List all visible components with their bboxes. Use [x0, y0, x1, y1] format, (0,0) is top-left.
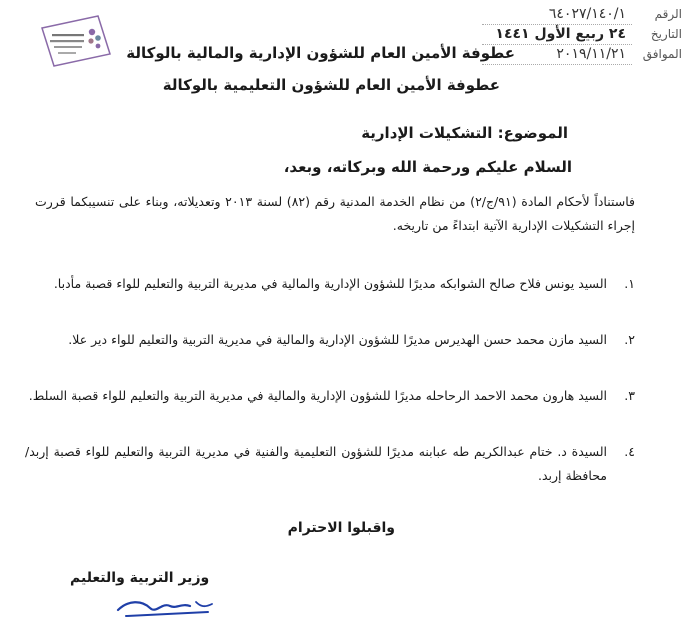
reference-label: الرقم: [654, 7, 682, 21]
item-number: ١.: [624, 276, 635, 291]
item-number: ٤.: [624, 444, 635, 459]
decision-item: [25, 440, 635, 488]
date-label: التاريخ: [650, 27, 682, 41]
equivalent-label: الموافق: [642, 47, 682, 61]
subject-line: الموضوع: التشكيلات الإدارية: [361, 124, 568, 142]
reference-row: [482, 4, 682, 24]
gregorian-date: ٢٠١٩/١١/٢١: [482, 44, 632, 65]
intro-paragraph: فاستناداً لأحكام المادة (٩١/ج/٢) من نظام الخدمة المدنية رقم (٨٢) لسنة ٢٠١٣ وتعديلاته، وبناء على تنسيبكما قررت إجراء التشكيلات الإدارية الآتية ابتداءً من تاريخه.: [35, 194, 635, 233]
item-number: ٢.: [624, 332, 635, 347]
ministry-emblem-icon: [28, 10, 114, 70]
addressee-admin-financial: عطوفة الأمين العام للشؤون الإدارية والمالية بالوكالة: [126, 44, 515, 62]
item-number: ٣.: [624, 388, 635, 403]
decision-item: [25, 328, 635, 352]
date-row: [482, 24, 682, 44]
handwritten-signature: [112, 594, 222, 621]
reference-number: ٦٤٠٢٧/١٤٠/١: [482, 4, 632, 25]
item-text: السيد مازن محمد حسن الهديرس مديرًا للشؤون الإدارية والمالية في مديرية التربية والتعليم للواء دير علا.: [68, 332, 607, 347]
item-text: السيدة د. ختام عبدالكريم طه عبابنه مديرًا للشؤون التعليمية والفنية في مديرية التربية والتعليم للواء قصبة إربد/محافظة إربد.: [25, 444, 607, 483]
decision-item: [25, 272, 635, 296]
signatory-title: وزير التربية والتعليم: [70, 570, 210, 586]
decision-item: [25, 384, 635, 408]
addressee-educational: عطوفة الأمين العام للشؤون التعليمية بالوكالة: [162, 76, 500, 94]
item-text: السيد يونس فلاح صالح الشوابكه مديرًا للشؤون الإدارية والمالية في مديرية التربية والتعليم للواء قصبة مأدبا.: [53, 276, 607, 291]
item-text: السيد هارون محمد الاحمد الرحاحله مديرًا للشؤون الإدارية والمالية في مديرية التربية والتعليم للواء قصبة السلط.: [28, 388, 607, 403]
closing-phrase: واقبلوا الاحترام: [287, 520, 395, 536]
greeting: السلام عليكم ورحمة الله وبركاته، وبعد،: [283, 158, 572, 176]
hijri-date: ٢٤ ربيع الأول ١٤٤١: [482, 24, 632, 45]
